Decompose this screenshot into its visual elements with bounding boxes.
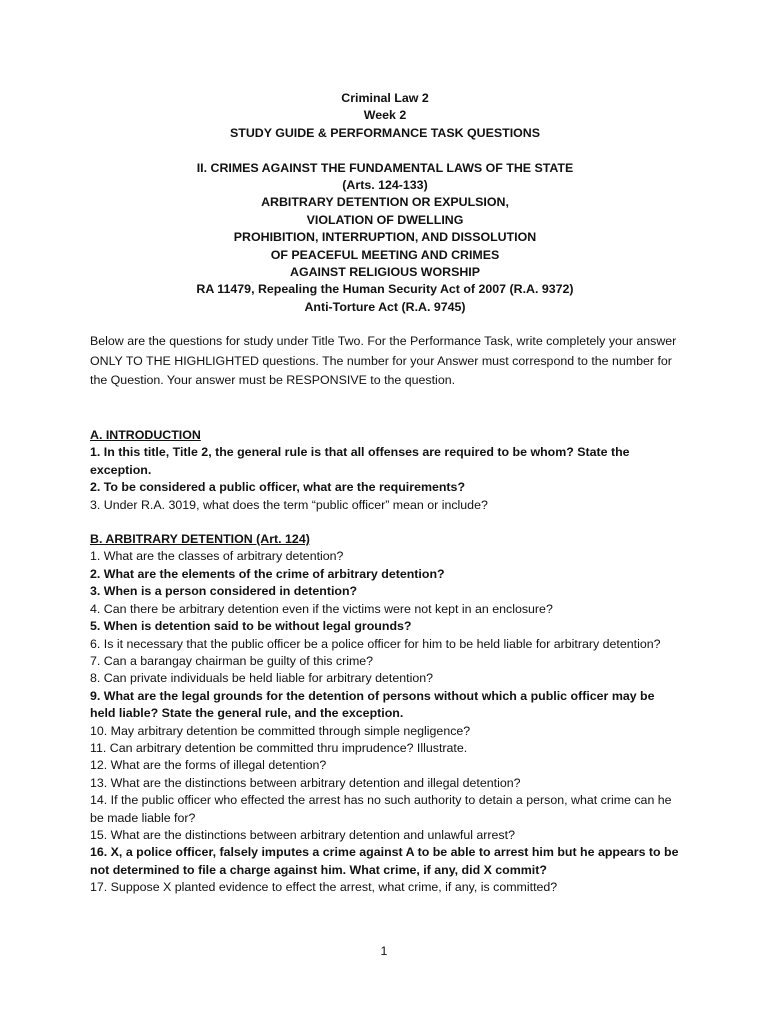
question-item: 3. Under R.A. 3019, what does the term “public officer” mean or include? xyxy=(90,497,488,512)
section-heading: B. ARBITRARY DETENTION (Art. 124) xyxy=(90,532,310,547)
question-item: 5. When is detention said to be without legal grounds? xyxy=(90,619,412,634)
question-item: 9. What are the legal grounds for the detention of persons without which a public officer may be held liable? State the general rule, and the exception. xyxy=(90,688,655,721)
topic-line: RA 11479, Repealing the Human Security Act of 2007 (R.A. 9372) xyxy=(196,282,574,297)
question-item: 1. In this title, Title 2, the general rule is that all offenses are required to be whom? State the exception. xyxy=(90,445,630,477)
question-item: 15. What are the distinctions between arbitrary detention and unlawful arrest? xyxy=(90,827,515,842)
question-item: 8. Can private individuals be held liable for arbitrary detention? xyxy=(90,671,434,686)
header-gap xyxy=(90,142,680,159)
topic-line: II. CRIMES AGAINST THE FUNDAMENTAL LAWS OF THE STATE xyxy=(196,160,574,175)
guide-title: STUDY GUIDE & PERFORMANCE TASK QUESTIONS xyxy=(229,125,541,140)
topic-line: OF PEACEFUL MEETING AND CRIMES xyxy=(270,247,500,262)
question-item: 16. X, a police officer, falsely imputes a crime against A to be able to arrest him but he appears to be not determined to file a charge against him. What crime, if any, did X commit? xyxy=(90,845,679,877)
question-item: 4. Can there be arbitrary detention even if the victims were not kept in an enclosure? xyxy=(90,601,553,616)
topic-line: Anti-Torture Act (R.A. 9745) xyxy=(304,299,466,314)
question-item: 2. What are the elements of the crime of arbitrary detention? xyxy=(90,566,445,581)
question-item: 10. May arbitrary detention be committed through simple negligence? xyxy=(90,723,471,738)
document-header xyxy=(90,90,680,316)
question-item: 11. Can arbitrary detention be committed thru imprudence? Illustrate. xyxy=(90,740,468,755)
question-item: 13. What are the distinctions between arbitrary detention and illegal detention? xyxy=(90,775,521,790)
section-arbitrary-detention xyxy=(90,531,680,897)
topic-line: PROHIBITION, INTERRUPTION, AND DISSOLUTION xyxy=(233,230,537,245)
question-item: 14. If the public officer who effected the arrest has no such authority to detain a person, what crime can he be made liable for? xyxy=(90,793,672,825)
question-item: 2. To be considered a public officer, what are the requirements? xyxy=(90,480,466,495)
question-item: 17. Suppose X planted evidence to effect the arrest, what crime, if any, is committed? xyxy=(90,880,558,895)
topic-line: ARBITRARY DETENTION OR EXPULSION, xyxy=(261,195,509,210)
topic-line: (Arts. 124-133) xyxy=(342,178,428,193)
course-title: Criminal Law 2 xyxy=(341,91,429,105)
question-item: 6. Is it necessary that the public officer be a police officer for him to be held liable for arbitrary detention? xyxy=(90,636,661,651)
section-introduction xyxy=(90,427,680,514)
instructions-paragraph: Below are the questions for study under Title Two. For the Performance Task, write completely your answer ONLY TO THE HIGHLIGHTED questions. The number for your Answer must correspond to the number for the Question. Your answer must be RESPONSIVE to the question. xyxy=(90,334,677,388)
question-item: 1. What are the classes of arbitrary detention? xyxy=(90,549,344,564)
question-item: 3. When is a person considered in detention? xyxy=(90,584,358,599)
week-label: Week 2 xyxy=(363,108,407,123)
topic-line: VIOLATION OF DWELLING xyxy=(306,212,464,227)
document-page xyxy=(90,90,680,897)
question-item: 12. What are the forms of illegal detention? xyxy=(90,758,327,773)
question-item: 7. Can a barangay chairman be guilty of this crime? xyxy=(90,653,374,668)
section-heading: A. INTRODUCTION xyxy=(90,428,201,443)
page-number: 1 xyxy=(380,944,388,958)
topic-line: AGAINST RELIGIOUS WORSHIP xyxy=(290,265,480,280)
